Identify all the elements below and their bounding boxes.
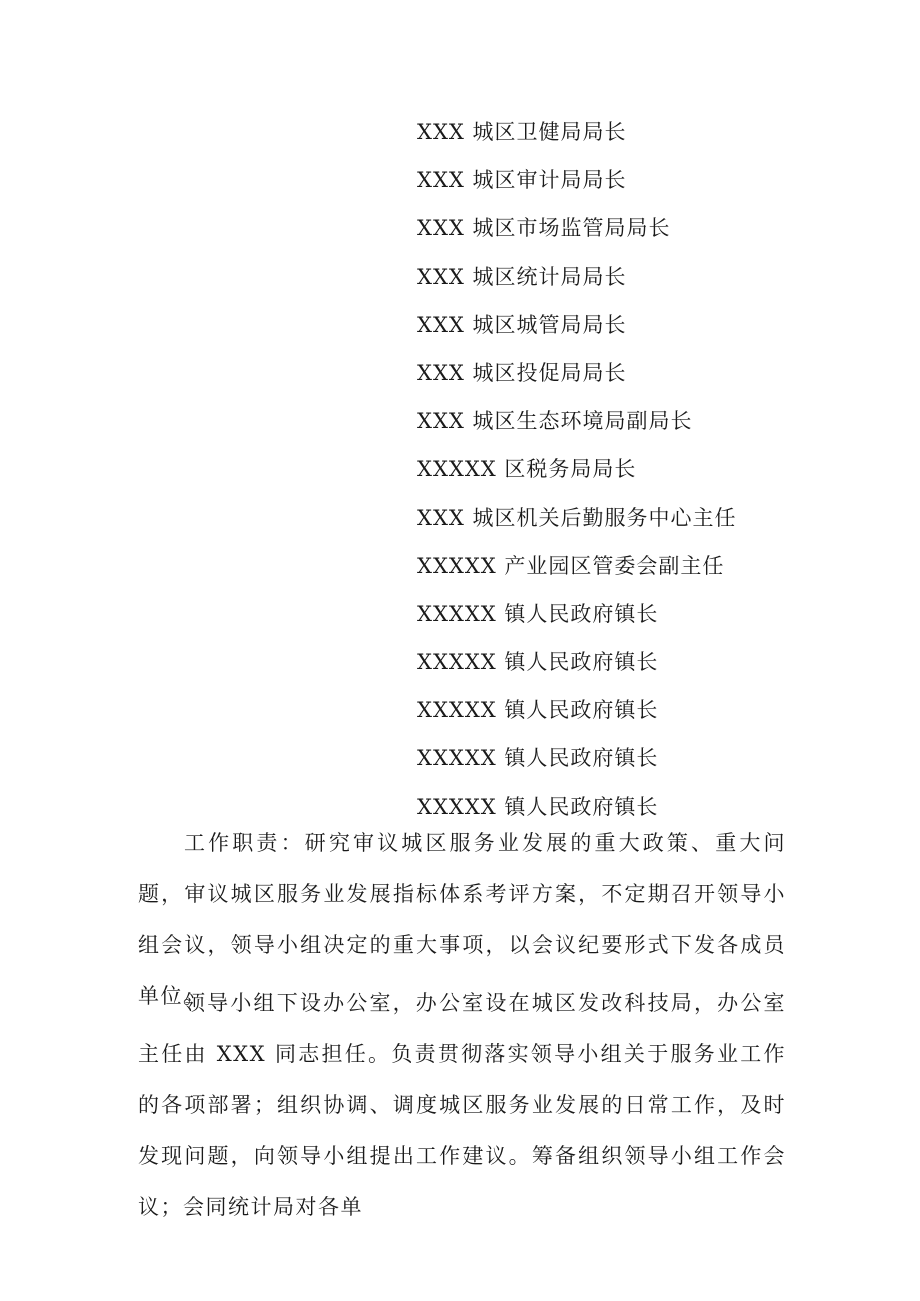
- member-item: XXX 城区投促局局长: [417, 360, 627, 385]
- member-item: XXX 城区审计局局长: [417, 168, 627, 193]
- member-item: XXX 城区城管局局长: [417, 312, 627, 337]
- member-item: XXX 城区机关后勤服务中心主任: [417, 505, 737, 530]
- office-paragraph: 领导小组下设办公室，办公室设在城区发改科技局，办公室主任由 XXX 同志担任。负责贯彻落实领导小组关于服务业工作的各项部署；组织协调、调度城区服务业发展的日常工作，及时发现问题，向领导小组提出工作建议。筹备组织领导小组工作会议；会同统计局对各单: [138, 991, 786, 1219]
- member-item: XXX 城区生态环境局副局长: [417, 409, 693, 434]
- member-list: [417, 112, 737, 835]
- member-item: XXXXX 镇人民政府镇长: [417, 601, 659, 626]
- member-item: XXX 城区卫健局局长: [417, 120, 627, 144]
- duties-paragraph: 工作职责：研究审议城区服务业发展的重大政策、重大问题，审议城区服务业发展指标体系考评方案，不定期召开领导小组会议，领导小组决定的重大事项，以会议纪要形式下发各成员单位。: [138, 831, 786, 1008]
- member-item: XXXXX 镇人民政府镇长: [417, 746, 659, 771]
- member-item: XXXXX 镇人民政府镇长: [417, 698, 659, 723]
- member-item: XXXXX 镇人民政府镇长: [417, 650, 659, 675]
- member-item: XXXXX 区税务局局长: [417, 457, 637, 482]
- member-item: XXX 城区市场监管局局长: [417, 216, 671, 241]
- member-item: XXXXX 镇人民政府镇长: [417, 794, 659, 819]
- member-item: XXX 城区统计局局长: [417, 264, 627, 289]
- member-item: XXXXX 产业园区管委会副主任: [417, 553, 725, 578]
